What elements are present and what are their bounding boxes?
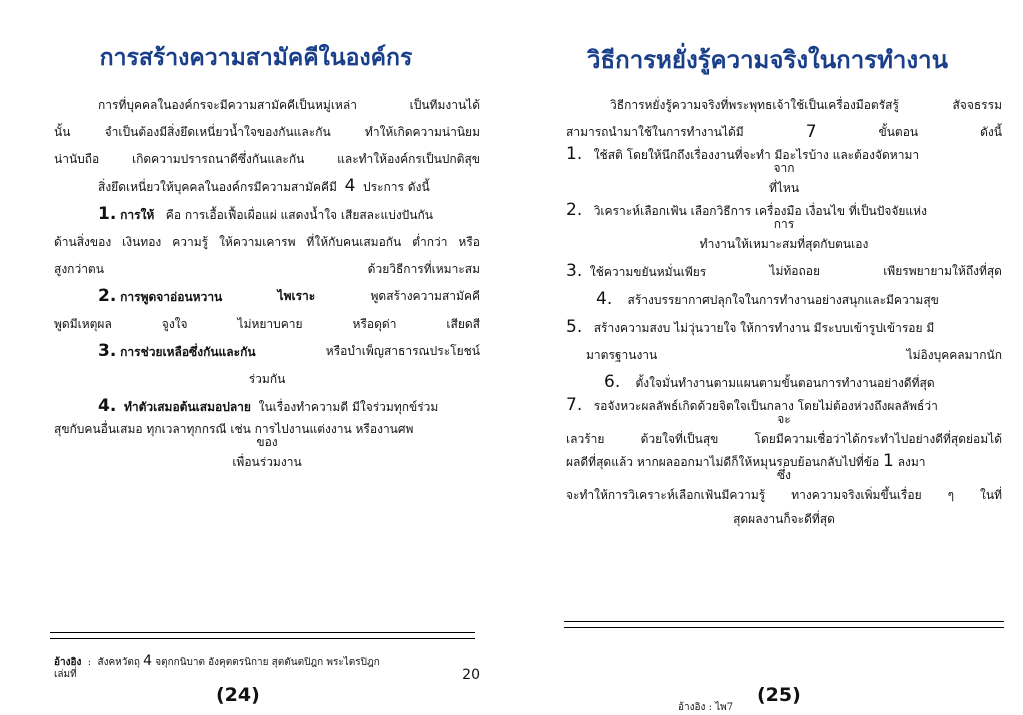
step-2	[566, 202, 1002, 231]
paragraph-line: การที่บุคคลในองค์กรจะมีความสามัคคีเป็นหมู่เหล่า เป็นทีมงานได้	[98, 98, 480, 112]
paragraph-line	[54, 173, 480, 201]
paragraph-line: เพื่อนร่วมงาน	[232, 455, 302, 469]
right-page-body	[566, 92, 1002, 529]
text-span: สูงกว่าตน	[54, 262, 104, 276]
paragraph-line	[566, 342, 1002, 369]
text-span: เสียดสี	[446, 317, 480, 331]
step-text: วิเคราะห์เลือกเฟ้น เลือกวิธีการ เครื่องมือ เงื่อนไข ที่เป็นปัจจัยแห่ง	[593, 204, 927, 218]
step-number: 1.	[566, 144, 583, 164]
text-span: ดังนี้	[980, 125, 1002, 139]
step-text: ไม่ท้อถอย	[769, 264, 821, 278]
text-span: ผลดีที่สุดแล้ว หากผลออกมาไม่ดีก็ให้หมุนรอบย้อนกลับไปที่ข้อ	[566, 455, 880, 469]
item-text: พูดสร้างความสามัคคี	[370, 289, 480, 303]
number: 7	[805, 122, 817, 142]
step-number: 3.	[566, 261, 583, 281]
list-item-4	[54, 393, 480, 421]
step-text: ใช้สติ โดยให้นึกถึงเรื่องงานที่จะทำ มีอะไรบ้าง และต้องจัดหามา	[593, 148, 920, 162]
step-text: ใช้ความขยันหมั่นเพียร	[589, 265, 707, 279]
text-span: ขั้นตอน	[878, 125, 919, 139]
left-page-title: การสร้างความสามัคคีในองค์กร	[99, 44, 413, 71]
paragraph-line: ทำงานให้เหมาะสมที่สุดกับตนเอง	[699, 237, 869, 251]
step-3	[566, 258, 1002, 286]
right-page	[512, 0, 1023, 713]
left-page-body	[54, 92, 480, 476]
paragraph-line: ด้านสิ่งของ เงินทอง ความรู้ ให้ความเคารพ ที่ให้กับคนเสมอกัน ต่ำกว่า หรือ	[54, 235, 480, 249]
step-7	[566, 397, 1002, 426]
paragraph-line	[54, 311, 480, 338]
text-span: พูดมีเหตุผล	[54, 317, 112, 331]
text-span: จะ	[777, 412, 791, 426]
item-heading: ไพเราะ	[277, 289, 316, 303]
text-span: สามารถนำมาใช้ในการทำงานได้มี	[566, 125, 744, 139]
step-number: 6.	[604, 372, 621, 392]
number: 4	[143, 653, 153, 669]
item-heading: การให้	[120, 208, 155, 222]
left-page	[0, 0, 512, 708]
paragraph-line: น่านับถือ เกิดความปรารถนาดีซึ่งกันและกัน และทำให้องค์กรเป็นปกติสุข	[54, 152, 480, 166]
paragraph-line: นั้น จำเป็นต้องมีสิ่งยึดเหนี่ยวน้ำใจของกันและกัน ทำให้เกิดความน่านิยม	[54, 125, 480, 139]
footnote-divider	[564, 621, 1004, 628]
text-span: มาตรฐานงาน	[586, 348, 658, 362]
text-span: จาก	[773, 161, 795, 175]
list-item-3	[54, 338, 480, 366]
text-span: :	[87, 657, 92, 668]
text-span: ไม่อิงบุคคลมากนัก	[906, 348, 1002, 362]
item-number: 1.	[98, 204, 117, 224]
paragraph-line: สุดผลงานก็จะดีที่สุด	[733, 512, 835, 526]
number: 4	[344, 176, 356, 196]
footnote-divider	[50, 632, 475, 639]
item-number: 4.	[98, 396, 117, 416]
step-number: 2.	[566, 200, 583, 220]
paragraph-line	[54, 256, 480, 283]
paragraph-line: จะทำให้การวิเคราะห์เลือกเฟ้นมีความรู้ ทางความจริงเพิ่มขึ้นเรื่อย ๆ ในที่	[566, 488, 1002, 502]
text-span: อ้างอิง : ไพ	[678, 702, 727, 713]
item-heading: ทำตัวเสมอต้นเสมอปลาย	[123, 400, 251, 414]
paragraph-line	[566, 119, 1002, 146]
text-span: เล่มที่	[54, 669, 77, 680]
item-heading: การช่วยเหลือซึ่งกันและกัน	[120, 345, 256, 359]
step-4	[566, 286, 1002, 314]
step-number: 5.	[566, 317, 583, 337]
text-span: ลงมา	[897, 455, 926, 469]
page-number: (25)	[757, 684, 801, 706]
reference-note	[54, 655, 480, 681]
text-span: จตุกกนิบาต อังคุตตรนิกาย สุตตันตปิฎก พระไตรปิฎก	[155, 657, 380, 668]
item-heading: การพูดจาอ่อนหวาน	[120, 290, 223, 304]
item-text: หรือบำเพ็ญสาธารณประโยชน์	[325, 344, 480, 358]
paragraph-line: เลวร้าย ด้วยใจที่เป็นสุข โดยมีความเชื่อว่าได้กระทำไปอย่างดีที่สุดย่อมได้	[566, 432, 1002, 446]
text-span: ไม่หยาบคาย	[237, 317, 303, 331]
page-number: (24)	[216, 684, 260, 706]
list-item-1	[54, 201, 480, 229]
text-span: ซึ่ง	[776, 468, 791, 482]
text-span: ประการ ดังนี้	[363, 180, 430, 194]
step-number: 4.	[596, 289, 613, 309]
step-text: สร้างบรรยากาศปลุกใจในการทำงานอย่างสนุกและมีความสุข	[627, 293, 939, 307]
volume-number: 20	[462, 667, 480, 683]
item-number: 2.	[98, 286, 117, 306]
text-span: ด้วยวิธีการที่เหมาะสม	[367, 262, 480, 276]
item-number: 3.	[98, 341, 117, 361]
text-span: ของ	[256, 435, 278, 449]
item-text: คือ การเอื้อเฟื้อเผื่อแผ่ แสดงน้ำใจ เสียสละแบ่งปันกัน	[165, 208, 433, 222]
text-span: สิ่งยึดเหนี่ยวให้บุคคลในองค์กรมีความสามัคคีมี	[98, 180, 337, 194]
paragraph-line: ที่ไหน	[768, 181, 800, 195]
step-6	[566, 369, 1002, 397]
paragraph-line	[54, 421, 480, 449]
step-number: 7.	[566, 395, 583, 415]
paragraph-line: ร่วมกัน	[248, 372, 286, 386]
step-5	[566, 314, 1002, 342]
text-span: สังคหวัตถุ	[97, 657, 140, 668]
step-text: รอจังหวะผลลัพธ์เกิดด้วยจิตใจเป็นกลาง โดยไม่ต้องห่วงถึงผลลัพธ์ว่า	[593, 399, 938, 413]
paragraph-line: วิธีการหยั่งรู้ความจริงที่พระพุทธเจ้าใช้เป็นเครื่องมือตรัสรู้ สัจจธรรม	[610, 98, 1002, 112]
text-span: จูงใจ	[161, 317, 188, 331]
text-span: การ	[773, 217, 795, 231]
step-text: เพียรพยายามให้ถึงที่สุด	[883, 264, 1002, 278]
step-1	[566, 146, 1002, 175]
number: 1	[883, 451, 894, 471]
list-item-2	[54, 283, 480, 311]
text-span: หรือดุด่า	[352, 317, 397, 331]
step-text: สร้างความสงบ ไม่วุ่นวายใจ ให้การทำงาน มีระบบเข้ารูปเข้ารอย มี	[593, 321, 935, 335]
item-text: ในเรื่องทำความดี มีใจร่วมทุกข์ร่วม	[258, 400, 439, 414]
right-page-title: วิธีการหยั่งรู้ความจริงในการทำงาน	[587, 45, 948, 74]
paragraph-line	[566, 453, 1002, 482]
number: 7	[726, 702, 734, 713]
reference-label: อ้างอิง	[54, 657, 82, 668]
text-span: สุขกับคนอื่นเสมอ ทุกเวลาทุกกรณี เช่น การไปงานแต่งงาน หรืองานศพ	[54, 422, 414, 436]
step-text: ตั้งใจมั่นทำงานตามแผนตามขั้นตอนการทำงานอย่างดีที่สุด	[635, 376, 935, 390]
